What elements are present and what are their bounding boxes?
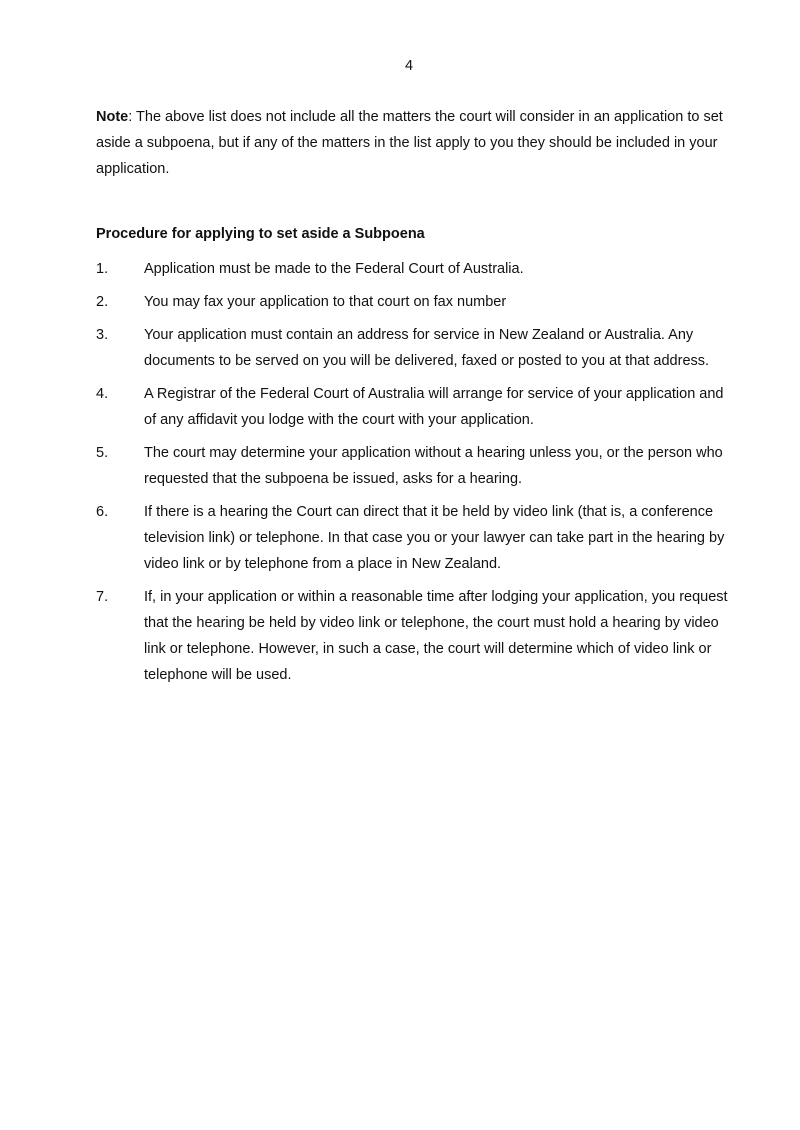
list-item-text: Your application must contain an address for service in New Zealand or Australia. Any documents to be served on you will be delivered, faxed or posted to you at that address. xyxy=(144,327,710,369)
list-item xyxy=(96,256,736,282)
note-text: : The above list does not include all the matters the court will consider in an application to set aside a subpoena, but if any of the matters in the list apply to you they should be included in your application. xyxy=(96,109,723,177)
list-item-number: 7. xyxy=(96,589,109,605)
list-item xyxy=(96,584,736,688)
page-number: 4 xyxy=(404,58,414,74)
list-item-number: 3. xyxy=(96,327,109,343)
list-item-number: 1. xyxy=(96,261,109,277)
list-item-text: You may fax your application to that court on fax number xyxy=(144,294,507,310)
list-item-number: 5. xyxy=(96,445,109,461)
list-item xyxy=(96,440,736,492)
list-item xyxy=(96,381,736,433)
list-item xyxy=(96,289,736,315)
list-item-text: A Registrar of the Federal Court of Australia will arrange for service of your application and of any affidavit you lodge with the court with your application. xyxy=(144,386,724,428)
procedure-heading: Procedure for applying to set aside a Subpoena xyxy=(96,226,425,242)
list-item-text: If, in your application or within a reasonable time after lodging your application, you request that the hearing be held by video link or telephone, the court must hold a hearing by video link or telephone. However, in such a case, the court will determine which of video link or telephone will be used. xyxy=(144,589,728,683)
note-label: Note xyxy=(96,109,129,125)
procedure-list xyxy=(96,256,736,695)
list-item-text: Application must be made to the Federal Court of Australia. xyxy=(144,261,524,277)
list-item-text: If there is a hearing the Court can direct that it be held by video link (that is, a conference television link) or telephone. In that case you or your lawyer can take part in the hearing by video link or by telephone from a place in New Zealand. xyxy=(144,504,725,572)
list-item-number: 4. xyxy=(96,386,109,402)
list-item xyxy=(96,499,736,577)
note-paragraph xyxy=(96,104,736,182)
list-item xyxy=(96,322,736,374)
list-item-text: The court may determine your application without a hearing unless you, or the person who requested that the subpoena be issued, asks for a hearing. xyxy=(144,445,723,487)
list-item-number: 6. xyxy=(96,504,109,520)
list-item-number: 2. xyxy=(96,294,109,310)
